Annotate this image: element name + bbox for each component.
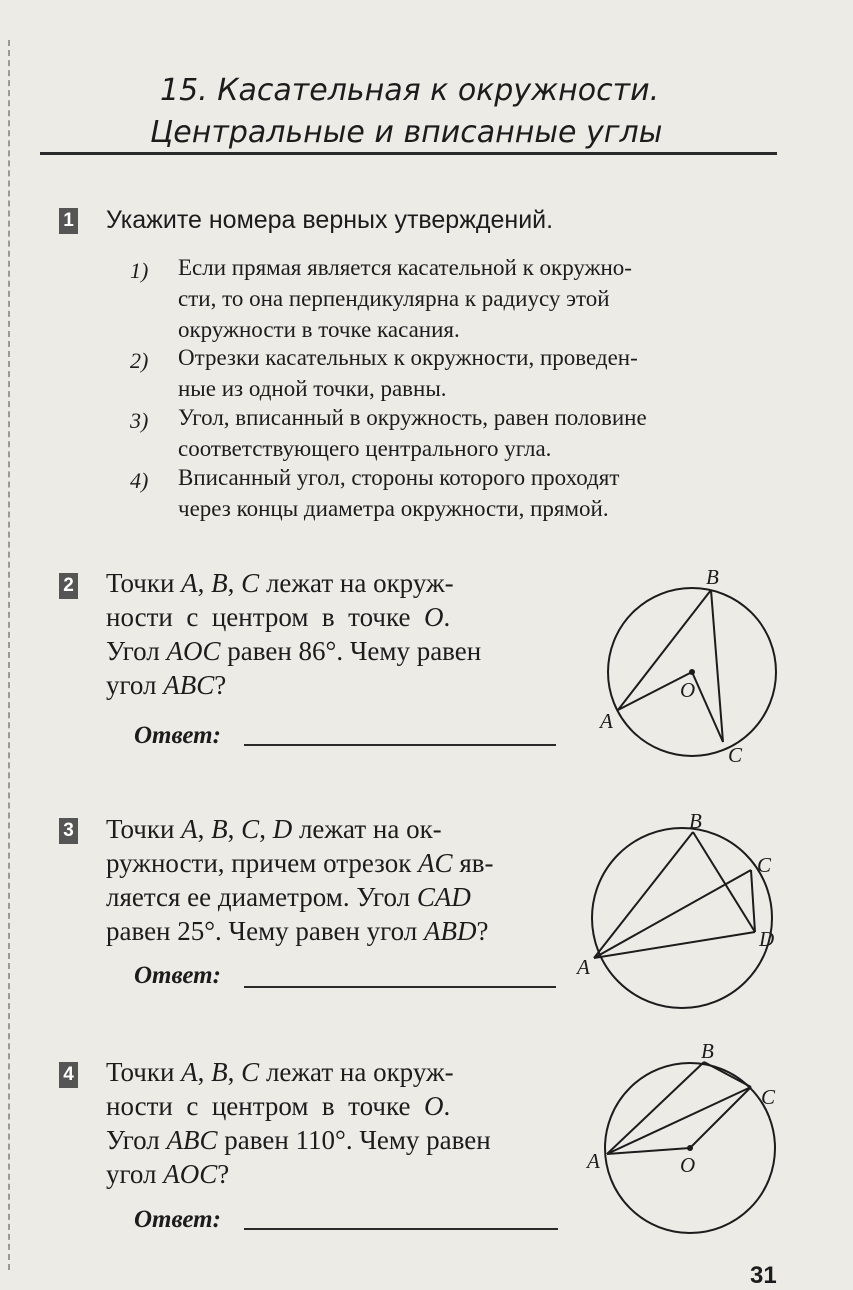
label-C: C bbox=[728, 743, 743, 767]
option-1-line: сти, то она перпендикулярна к радиусу этой bbox=[178, 286, 610, 311]
task-2-figure bbox=[590, 560, 790, 770]
option-3-text bbox=[178, 402, 778, 464]
label-B: B bbox=[689, 809, 702, 833]
option-1-text bbox=[178, 252, 778, 345]
task-4-answer-line[interactable] bbox=[244, 1228, 558, 1230]
task-3-question bbox=[106, 812, 586, 948]
task-3-number: 3 bbox=[59, 818, 78, 844]
center-point bbox=[687, 1145, 693, 1151]
task-1-number: 1 bbox=[59, 208, 78, 234]
segment-AC bbox=[607, 1087, 751, 1154]
page-number: 31 bbox=[750, 1262, 777, 1289]
task-4-question bbox=[106, 1055, 576, 1191]
task-4-number: 4 bbox=[59, 1062, 78, 1088]
task-3-line: равен 25°. Чему равен угол ABD? bbox=[106, 916, 489, 946]
task-4-line: Угол ABC равен 110°. Чему равен bbox=[106, 1125, 491, 1155]
label-A: A bbox=[600, 709, 613, 733]
option-3-line: соответствующего центрального угла. bbox=[178, 436, 552, 461]
option-4-number: 4) bbox=[130, 468, 149, 493]
label-A: A bbox=[577, 955, 590, 979]
task-2-number: 2 bbox=[59, 573, 78, 599]
segment-BD bbox=[693, 832, 755, 932]
option-4-text bbox=[178, 462, 778, 524]
title-line-1: 15. Касательная к окружности. bbox=[160, 73, 660, 108]
task-1-question: Укажите номера верных утверждений. bbox=[106, 206, 554, 234]
task-2-answer-label: Ответ: bbox=[134, 722, 221, 749]
task-2-answer-line[interactable] bbox=[244, 744, 556, 746]
task-3-answer-line[interactable] bbox=[244, 986, 556, 988]
segment-AB bbox=[594, 832, 693, 958]
option-3-line: Угол, вписанный в окружность, равен половине bbox=[178, 405, 647, 430]
option-1-line: окружности в точке касания. bbox=[178, 317, 460, 342]
segment-AB bbox=[618, 590, 711, 710]
task-2-line: Угол AOC равен 86°. Чему равен bbox=[106, 636, 482, 666]
center-point bbox=[689, 669, 695, 675]
label-O: O bbox=[680, 678, 696, 702]
label-C: C bbox=[757, 853, 772, 877]
task-4-line: Точки A, B, C лежат на окруж- bbox=[106, 1057, 454, 1087]
task-2-line: угол ABC? bbox=[106, 670, 227, 700]
label-A: A bbox=[587, 1149, 600, 1173]
circle bbox=[592, 828, 775, 1008]
task-4-line: ности с центром в точке O. bbox=[106, 1091, 451, 1121]
title-line-2: Центральные и вписанные углы bbox=[150, 115, 663, 150]
option-1-line: Если прямая является касательной к окружно- bbox=[178, 255, 632, 280]
option-2-line: ные из одной точки, равны. bbox=[178, 376, 447, 401]
task-3-line: Точки A, B, C, D лежат на ок- bbox=[106, 814, 442, 844]
segment-BC bbox=[704, 1062, 751, 1087]
segment-OC bbox=[690, 1087, 751, 1148]
option-2-line: Отрезки касательных к окружности, проведен- bbox=[178, 345, 638, 370]
task-2-question bbox=[106, 566, 576, 702]
task-3-line: ружности, причем отрезок AC яв- bbox=[106, 848, 494, 878]
option-1-number: 1) bbox=[130, 258, 149, 283]
label-C: C bbox=[761, 1085, 776, 1109]
label-O: O bbox=[680, 1153, 696, 1177]
option-3-number: 3) bbox=[130, 408, 149, 433]
option-4-line: Вписанный угол, стороны которого проходят bbox=[178, 465, 620, 490]
task-4-answer-label: Ответ: bbox=[134, 1206, 221, 1233]
task-3-answer-label: Ответ: bbox=[134, 962, 221, 989]
task-4-figure bbox=[585, 1040, 785, 1245]
section-title bbox=[140, 70, 780, 154]
task-4-line: угол AOC? bbox=[106, 1159, 230, 1189]
segment-CD bbox=[751, 870, 755, 932]
title-underline bbox=[40, 152, 777, 155]
label-B: B bbox=[706, 565, 719, 589]
option-2-number: 2) bbox=[130, 348, 149, 373]
task-3-figure bbox=[575, 808, 790, 1013]
task-2-line: ности с центром в точке O. bbox=[106, 602, 451, 632]
task-3-line: ляется ее диаметром. Угол CAD bbox=[106, 882, 471, 912]
option-4-line: через концы диаметра окружности, прямой. bbox=[178, 496, 609, 521]
option-2-text bbox=[178, 342, 778, 404]
segment-AB bbox=[607, 1062, 704, 1154]
task-2-line: Точки A, B, C лежат на окруж- bbox=[106, 568, 454, 598]
label-B: B bbox=[701, 1040, 714, 1063]
label-D: D bbox=[759, 927, 775, 951]
page-cut-line bbox=[8, 40, 10, 1270]
